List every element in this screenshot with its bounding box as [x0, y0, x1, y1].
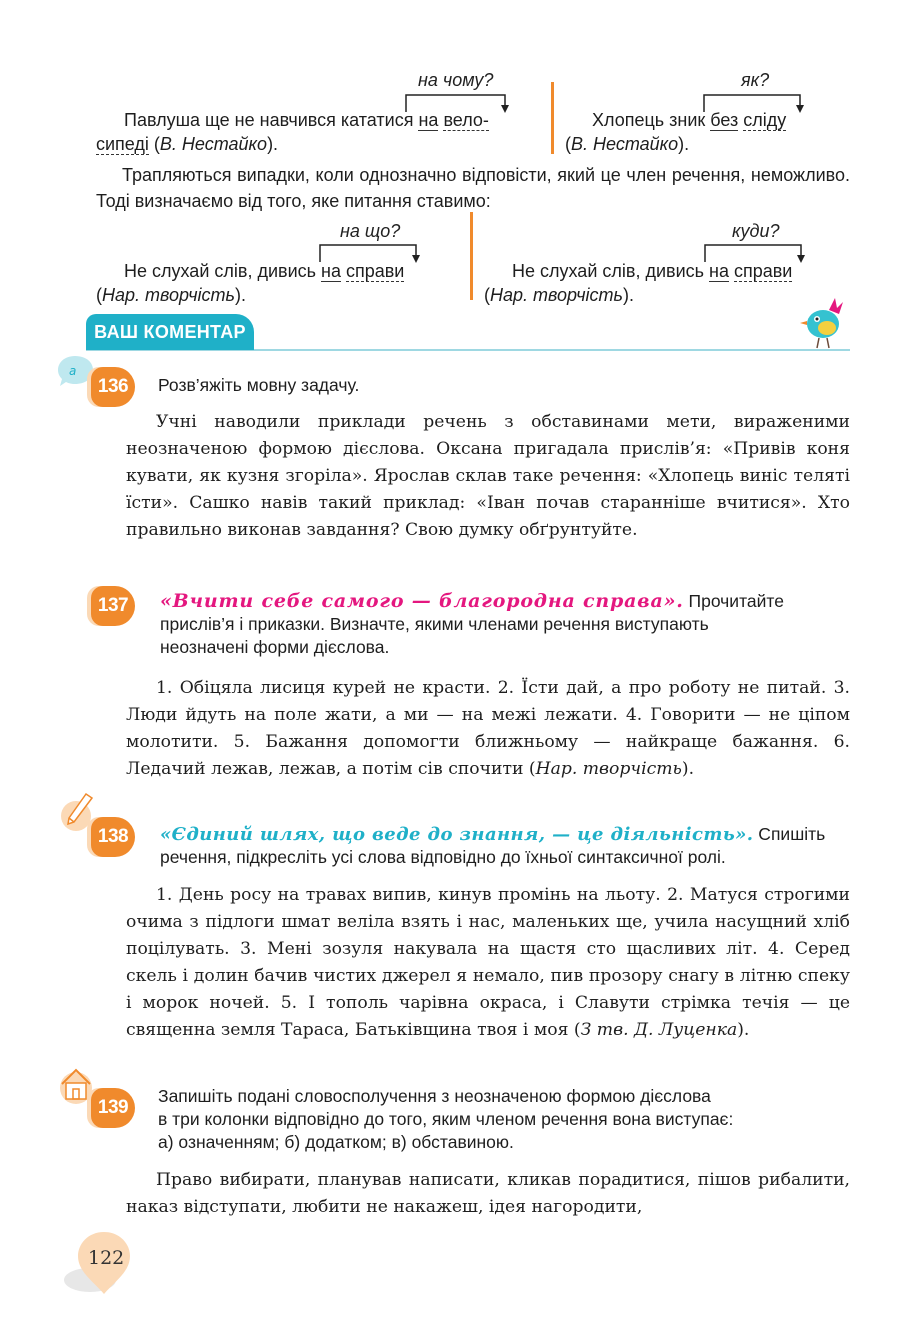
task-body: 1. Обіцяла лисиця курей не красти. 2. Їсти дай, а про роботу не питай. 3. Люди йдуть на поле жати, а ми — на межі лежати. 4. Говорити — не ціпом молотити. 5. Бажання допомогти ближньому — найкраще бажання. 6. Ледачий лежав, лежав, а потім сів спочити (Нар. творчість). — [126, 678, 850, 779]
underlined-word: на — [321, 261, 341, 281]
example-top-right — [565, 66, 855, 161]
example-line1: Хлопець зник без сліду — [592, 110, 787, 130]
question-label: куди? — [732, 221, 780, 241]
question-label: на чому? — [418, 70, 494, 90]
task-number-badge: 137 — [91, 586, 135, 626]
task-body: 1. День росу на травах випив, кинув промінь на льоту. 2. Матуся строгими очима з підлоги шмат веліла взять і нас, маленьких ще, учила насущний хліб поцілувать. 3. Мені зозуля накувала на щастя сто щасливих літ. 4. Серед скель і долин бачив чистих джерел я немало, пив прозору снагу в літню спеку і морок ночей. 5. І тополь чарівна окраса, і Славути стрімка течія — це священна земля Тараса, Батьківщина твоя і моя (З тв. Д. Луценка). — [126, 885, 850, 1040]
underlined-word: на — [418, 110, 439, 130]
example-line1: Не слухай слів, дивись на справи — [512, 261, 793, 281]
example-mid-left — [96, 216, 466, 311]
task-number-badge: 138 — [91, 817, 135, 857]
example-line1: Не слухай слів, дивись на справи — [124, 261, 405, 281]
task-instruction: Запишіть подані словосполучення з неозначеною формою дієслова в три колонки відповідно до того, яким членом речення вона виступає: а) означенням; б) додатком; в) обставиною. — [158, 1086, 734, 1152]
task-quote: «Вчити себе самого — благородна справа». — [160, 590, 684, 612]
task-instruction: Розв’яжіть мовну задачу. — [158, 375, 360, 395]
task-body: Учні наводили приклади речень з обставинами мети, вираженими неозначеною формою дієслова. Оксана пригадала прислів’я: «Привів коня кувати, як кузня згоріла». Ярослав склав таке речення: «Хлопець виніс теляті їсти». Сашко навів такий приклад: «Іван почав старанніше вчитися». Хто правильно виконав завдання? Свою думку обґрунтуйте. — [126, 412, 850, 540]
underlined-word: вело- — [443, 110, 489, 130]
example-line2: (Нар. творчість). — [96, 285, 247, 305]
task-instruction: «Єдиний шлях, що веде до знання, — це діяльність». Спишіть речення, підкресліть усі слова відповідно до їхньої синтаксичної ролі. — [160, 824, 826, 867]
underlined-word: справи — [345, 261, 405, 281]
divider-orange — [551, 82, 554, 154]
underlined-word: сліду — [743, 110, 787, 130]
task-number-badge: 136 — [91, 367, 135, 407]
underlined-word: справи — [733, 261, 793, 281]
question-label: на що? — [340, 221, 401, 241]
example-top-left — [96, 66, 546, 161]
svg-text:a: a — [69, 364, 77, 378]
example-line1: Павлуша ще не навчився кататися на вело- — [124, 110, 489, 130]
example-line2: (Нар. творчість). — [484, 285, 635, 305]
task-number-badge: 139 — [91, 1088, 135, 1128]
underlined-word: без — [710, 110, 739, 130]
page-number: 122 — [88, 1247, 125, 1269]
intro-paragraph: Трапляються випадки, коли однозначно відповісти, який це член речення, неможливо. Тоді визначаємо від того, яке питання ставимо: — [96, 165, 850, 211]
example-line2: (В. Нестайко). — [565, 134, 690, 154]
task-instruction: «Вчити себе самого — благородна справа». Прочитайте прислів’я і приказки. Визначте, якими членами речення виступають неозначені форми дієслова. — [160, 590, 784, 657]
example-line2: сипеді (В. Нестайко). — [96, 134, 279, 154]
underlined-word: сипеді — [96, 134, 149, 154]
task-quote: «Єдиний шлях, що веде до знання, — це діяльність». — [160, 824, 754, 845]
divider-orange — [470, 212, 473, 300]
bird-icon — [795, 294, 851, 354]
task-body: Право вибирати, планував написати, кликав порадитися, пішов рибалити, наказ відступати, любити не накажеш, ідея нагородити, — [126, 1170, 850, 1217]
comment-header-title: ВАШ КОМЕНТАР — [94, 321, 246, 342]
question-label: як? — [741, 70, 770, 90]
comment-header — [86, 314, 254, 350]
underlined-word: на — [709, 261, 729, 281]
